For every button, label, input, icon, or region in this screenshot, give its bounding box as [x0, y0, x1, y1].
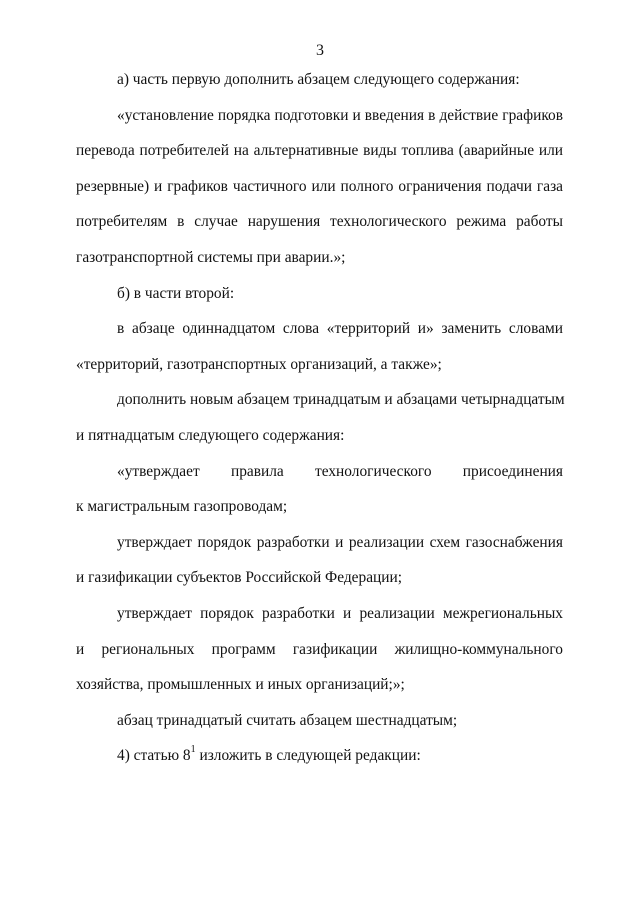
text-line: резервные) и графиков частичного или полного ограничения подачи газа: [76, 177, 563, 195]
text-line: газотранспортной системы при аварии.»;: [76, 248, 346, 266]
document-body: [76, 62, 563, 774]
text-line: «территорий, газотранспортных организаций, а также»;: [76, 355, 442, 373]
text-line: в абзаце одиннадцатом слова «территорий и» заменить словами: [117, 320, 563, 338]
text-line: «установление порядка подготовки и введения в действие графиков: [117, 106, 563, 124]
text-line: перевода потребителей на альтернативные виды топлива (аварийные или: [76, 142, 563, 160]
text-line: потребителям в случае нарушения технологического режима работы: [76, 213, 563, 231]
text-line: утверждает порядок разработки и реализации межрегиональных: [117, 604, 563, 622]
text-line: дополнить новым абзацем тринадцатым и абзацами четырнадцатым: [117, 391, 565, 409]
line-text-after: изложить в следующей редакции:: [195, 747, 421, 765]
page-number: 3: [316, 42, 324, 59]
text-line-with-superscript: [76, 738, 563, 774]
text-line: б) в части второй:: [117, 284, 235, 302]
text-line: хозяйства, промышленных и иных организаций;»;: [76, 676, 405, 694]
text-line: «утверждает правила технологического присоединения: [117, 462, 563, 480]
text-line: к магистральным газопроводам;: [76, 498, 288, 516]
text-line: и газификации субъектов Российской Федерации;: [76, 569, 403, 587]
text-line: утверждает порядок разработки и реализации схем газоснабжения: [117, 533, 563, 551]
text-line: абзац тринадцатый считать абзацем шестнадцатым;: [117, 711, 458, 729]
text-line: а) часть первую дополнить абзацем следующего содержания:: [117, 71, 520, 88]
text-line: и региональных программ газификации жилищно-коммунального: [76, 640, 563, 658]
text-line: и пятнадцатым следующего содержания:: [76, 426, 345, 444]
line-text-before: 4) статью 8: [117, 747, 191, 765]
article-superscript: 1: [190, 744, 196, 756]
